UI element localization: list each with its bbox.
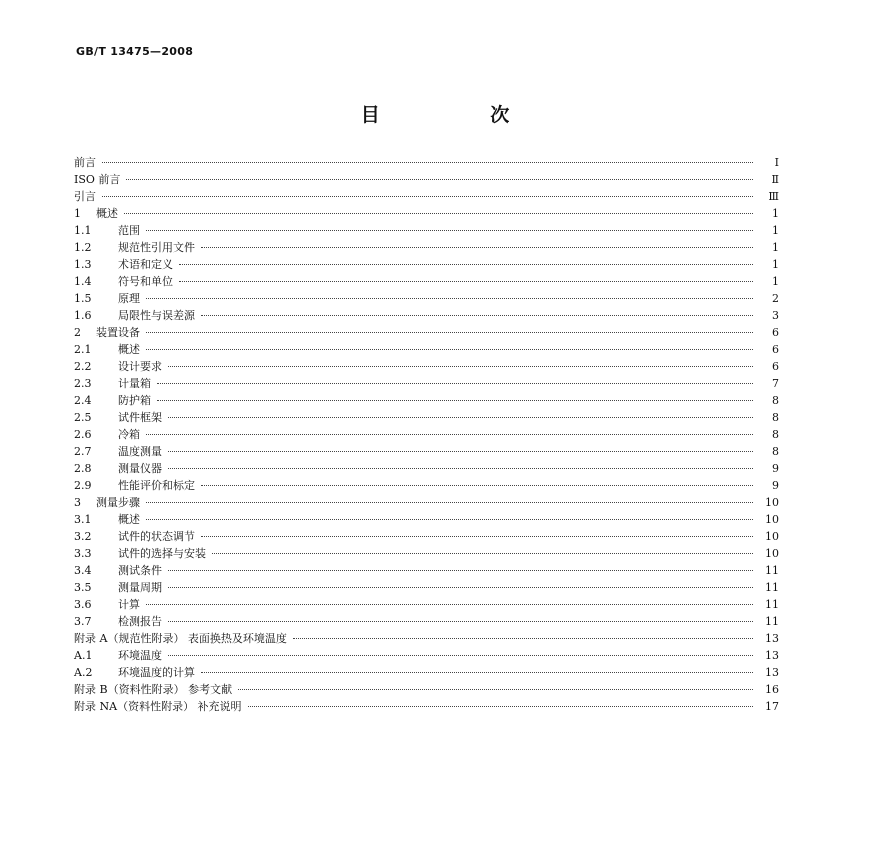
- toc-entry-page: 9: [772, 479, 779, 492]
- toc-entry[interactable]: [74, 545, 779, 562]
- leader-dots: [157, 382, 753, 384]
- toc-entry[interactable]: [74, 375, 779, 392]
- toc-entry-page: 1: [772, 224, 779, 237]
- standard-number: GB/T 13475—2008: [76, 45, 194, 58]
- toc-entry[interactable]: [74, 188, 779, 205]
- toc-entry-label: 温度测量: [118, 445, 162, 458]
- toc-entry-page: 1: [772, 241, 779, 254]
- toc-entry-label: 前言: [74, 156, 96, 169]
- leader-dots: [157, 399, 753, 401]
- leader-dots: [146, 603, 753, 605]
- toc-entry-label: 环境温度的计算: [118, 666, 195, 679]
- toc-entry[interactable]: [74, 613, 779, 630]
- leader-dots: [168, 467, 753, 469]
- toc-entry[interactable]: [74, 511, 779, 528]
- leader-dots: [201, 314, 753, 316]
- toc-entry-label: 范围: [118, 224, 140, 237]
- toc-entry[interactable]: [74, 460, 779, 477]
- toc-entry-number: A.1: [74, 649, 93, 662]
- toc-entry[interactable]: [74, 341, 779, 358]
- toc-entry[interactable]: [74, 205, 779, 222]
- toc-entry-page: 3: [772, 309, 779, 322]
- toc-entry-label: 试件框架: [118, 411, 162, 424]
- toc-entry-label: 检测报告: [118, 615, 162, 628]
- toc-entry[interactable]: [74, 630, 779, 647]
- leader-dots: [168, 450, 753, 452]
- leader-dots: [168, 586, 753, 588]
- toc-entry-number: 2.3: [74, 377, 92, 390]
- leader-dots: [168, 654, 753, 656]
- toc-entry-page: 11: [765, 615, 779, 628]
- leader-dots: [201, 671, 753, 673]
- toc-entry-label: 附录 A（规范性附录） 表面换热及环境温度: [74, 632, 287, 645]
- leader-dots: [179, 263, 753, 265]
- toc-entry-page: Ⅱ: [771, 173, 779, 186]
- toc-entry[interactable]: [74, 154, 779, 171]
- toc-entry-page: Ⅰ: [774, 156, 779, 169]
- toc-entry-label: 测试条件: [118, 564, 162, 577]
- leader-dots: [126, 178, 753, 180]
- leader-dots: [293, 637, 753, 639]
- toc-entry-number: 2.1: [74, 343, 92, 356]
- toc-entry-label: 防护箱: [118, 394, 151, 407]
- toc-entry[interactable]: [74, 596, 779, 613]
- leader-dots: [168, 620, 753, 622]
- toc-entry-number: A.2: [74, 666, 93, 679]
- toc-entry-label: 环境温度: [118, 649, 162, 662]
- toc-entry[interactable]: [74, 494, 779, 511]
- toc-entry-label: 附录 NA（资料性附录） 补充说明: [74, 700, 242, 713]
- toc-entry-page: 17: [765, 700, 779, 713]
- toc-entry-number: 3.5: [74, 581, 92, 594]
- toc-entry[interactable]: [74, 681, 779, 698]
- toc-entry[interactable]: [74, 290, 779, 307]
- leader-dots: [146, 297, 753, 299]
- toc-entry-label: 测量步骤: [96, 496, 140, 509]
- toc-entry-page: 6: [772, 343, 779, 356]
- toc-entry-page: 10: [765, 530, 779, 543]
- toc-entry-page: 13: [765, 649, 779, 662]
- table-of-contents: [74, 154, 779, 715]
- leader-dots: [168, 569, 753, 571]
- toc-entry-label: 概述: [118, 343, 140, 356]
- leader-dots: [124, 212, 753, 214]
- toc-entry-label: 设计要求: [118, 360, 162, 373]
- toc-entry-label: ISO 前言: [74, 173, 121, 186]
- leader-dots: [102, 195, 753, 197]
- toc-entry-number: 2.9: [74, 479, 92, 492]
- toc-entry-number: 1.5: [74, 292, 92, 305]
- leader-dots: [238, 688, 753, 690]
- toc-entry-number: 1: [74, 207, 81, 220]
- toc-entry-label: 性能评价和标定: [118, 479, 195, 492]
- leader-dots: [168, 365, 753, 367]
- toc-entry[interactable]: [74, 443, 779, 460]
- leader-dots: [146, 433, 753, 435]
- toc-entry[interactable]: [74, 358, 779, 375]
- toc-entry-label: 试件的状态调节: [118, 530, 195, 543]
- toc-entry-page: 6: [772, 360, 779, 373]
- toc-entry-page: 11: [765, 581, 779, 594]
- leader-dots: [168, 416, 753, 418]
- toc-entry-number: 3.4: [74, 564, 92, 577]
- toc-entry[interactable]: [74, 239, 779, 256]
- toc-entry-number: 3.2: [74, 530, 92, 543]
- toc-entry[interactable]: [74, 392, 779, 409]
- leader-dots: [212, 552, 753, 554]
- toc-entry-page: 1: [772, 275, 779, 288]
- toc-entry-label: 冷箱: [118, 428, 140, 441]
- toc-entry-number: 3.3: [74, 547, 92, 560]
- leader-dots: [146, 348, 753, 350]
- toc-entry-number: 2.5: [74, 411, 92, 424]
- toc-entry-page: 10: [765, 513, 779, 526]
- toc-entry-number: 1.2: [74, 241, 92, 254]
- toc-entry-page: 11: [765, 564, 779, 577]
- toc-entry[interactable]: [74, 664, 779, 681]
- toc-entry-label: 规范性引用文件: [118, 241, 195, 254]
- toc-entry[interactable]: [74, 579, 779, 596]
- toc-entry-page: 8: [772, 411, 779, 424]
- leader-dots: [146, 229, 753, 231]
- toc-entry-number: 1.6: [74, 309, 92, 322]
- toc-entry-number: 2.4: [74, 394, 92, 407]
- toc-entry-label: 附录 B（资料性附录） 参考文献: [74, 683, 233, 696]
- toc-entry-label: 装置设备: [96, 326, 140, 339]
- toc-entry-number: 1.1: [74, 224, 92, 237]
- leader-dots: [146, 501, 753, 503]
- toc-entry-label: 术语和定义: [118, 258, 173, 271]
- toc-entry-page: 11: [765, 598, 779, 611]
- toc-entry-label: 符号和单位: [118, 275, 173, 288]
- leader-dots: [146, 331, 753, 333]
- toc-entry-label: 概述: [118, 513, 140, 526]
- toc-entry-number: 2.7: [74, 445, 92, 458]
- toc-entry[interactable]: [74, 307, 779, 324]
- toc-entry-label: 测量周期: [118, 581, 162, 594]
- toc-entry-number: 3.7: [74, 615, 92, 628]
- toc-entry-page: 13: [765, 666, 779, 679]
- toc-entry-number: 2.2: [74, 360, 92, 373]
- toc-entry-label: 测量仪器: [118, 462, 162, 475]
- toc-entry-label: 计量箱: [118, 377, 151, 390]
- toc-entry[interactable]: [74, 698, 779, 715]
- toc-entry-page: 6: [772, 326, 779, 339]
- toc-entry[interactable]: [74, 409, 779, 426]
- toc-entry-number: 3.1: [74, 513, 92, 526]
- toc-entry-number: 2.6: [74, 428, 92, 441]
- toc-entry[interactable]: [74, 256, 779, 273]
- leader-dots: [201, 535, 753, 537]
- toc-entry-number: 3: [74, 496, 81, 509]
- toc-entry[interactable]: [74, 171, 779, 188]
- toc-entry-page: 8: [772, 394, 779, 407]
- toc-entry-number: 2.8: [74, 462, 92, 475]
- toc-entry-page: 10: [765, 547, 779, 560]
- leader-dots: [201, 484, 753, 486]
- toc-entry-label: 局限性与误差源: [118, 309, 195, 322]
- toc-entry[interactable]: [74, 562, 779, 579]
- toc-entry-page: 10: [765, 496, 779, 509]
- toc-entry-label: 计算: [118, 598, 140, 611]
- toc-entry-page: 1: [772, 207, 779, 220]
- toc-entry-page: 1: [772, 258, 779, 271]
- toc-title: 目 次: [360, 104, 562, 126]
- toc-entry[interactable]: [74, 273, 779, 290]
- toc-entry[interactable]: [74, 528, 779, 545]
- toc-entry-label: 引言: [74, 190, 96, 203]
- toc-entry-page: Ⅲ: [768, 190, 779, 203]
- leader-dots: [248, 705, 753, 707]
- toc-entry-page: 9: [772, 462, 779, 475]
- toc-entry-page: 8: [772, 428, 779, 441]
- leader-dots: [179, 280, 753, 282]
- toc-entry-label: 原理: [118, 292, 140, 305]
- toc-entry-page: 13: [765, 632, 779, 645]
- leader-dots: [102, 161, 753, 163]
- toc-entry[interactable]: [74, 324, 779, 341]
- toc-entry-label: 概述: [96, 207, 118, 220]
- toc-entry[interactable]: [74, 647, 779, 664]
- leader-dots: [146, 518, 753, 520]
- toc-entry-page: 8: [772, 445, 779, 458]
- toc-entry-page: 16: [765, 683, 779, 696]
- toc-entry-page: 7: [772, 377, 779, 390]
- toc-entry-number: 1.4: [74, 275, 92, 288]
- toc-entry[interactable]: [74, 426, 779, 443]
- toc-entry[interactable]: [74, 222, 779, 239]
- toc-entry-number: 3.6: [74, 598, 92, 611]
- toc-entry-label: 试件的选择与安装: [118, 547, 206, 560]
- toc-entry-number: 1.3: [74, 258, 92, 271]
- leader-dots: [201, 246, 753, 248]
- toc-entry-number: 2: [74, 326, 81, 339]
- toc-entry[interactable]: [74, 477, 779, 494]
- toc-entry-page: 2: [772, 292, 779, 305]
